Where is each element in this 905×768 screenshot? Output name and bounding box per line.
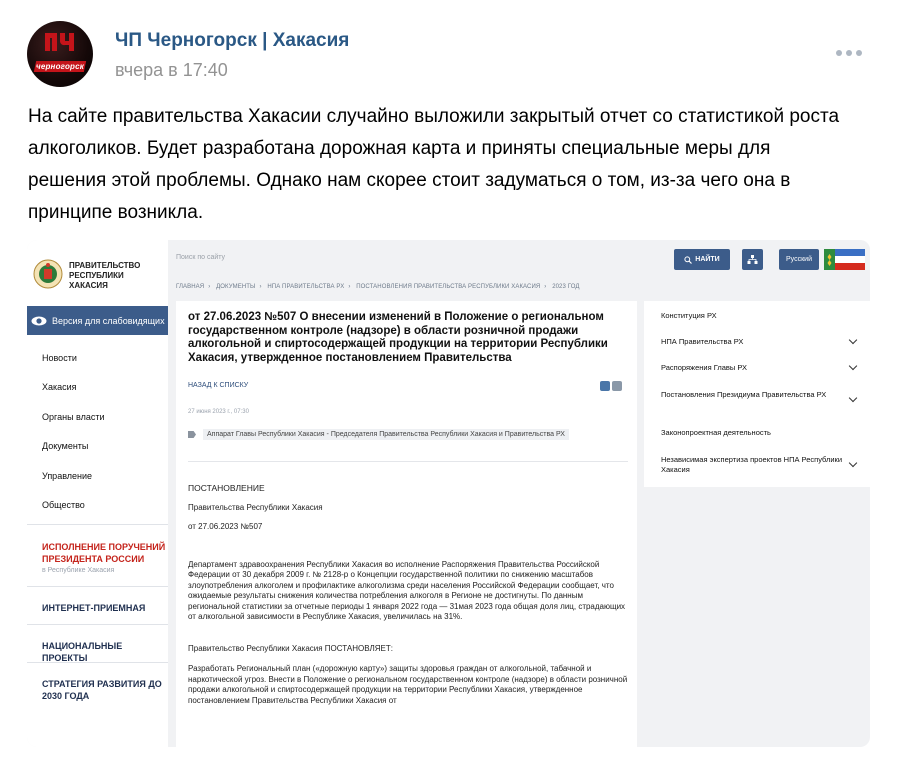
eye-icon [31,316,47,326]
promo-president-orders[interactable]: ИСПОЛНЕНИЕ ПОРУЧЕНИЙ ПРЕЗИДЕНТА РОССИИ в Республике Хакасия [27,524,168,584]
government-name: ПРАВИТЕЛЬСТВО РЕСПУБЛИКИ ХАКАСИЯ [69,261,141,290]
breadcrumb-year[interactable]: 2023 ГОД [552,284,580,290]
breadcrumb-home[interactable]: ГЛАВНАЯ [176,284,205,290]
nav-item-society[interactable]: Общество [42,499,85,510]
low-vision-version-button[interactable] [27,306,168,335]
menu-item-expertise[interactable]: Независимая экспертиза проектов НПА Республики Хакасия [644,455,844,475]
back-to-list-link[interactable]: НАЗАД К СПИСКУ [188,382,249,389]
menu-item-lawmaking[interactable]: Законопроектная деятельность [661,428,771,437]
document-org: Правительства Республики Хакасия [188,502,323,512]
attached-image[interactable] [27,240,870,747]
nav-item-khakassia[interactable]: Хакасия [42,382,77,393]
menu-item-head-orders[interactable]: Распоряжения Главы РХ [644,363,747,373]
document-title: от 27.06.2023 №507 О внесении изменений в Положение о региональном государственном контроле (надзоре) в области розничной продажи алкогольной и спиртосодержащей продукции на территории Республики Хакасия, утвержденное постановлением Правительства [188,311,608,364]
promo-internet-reception[interactable]: ИНТЕРНЕТ-ПРИЕМНАЯ [27,586,168,624]
site-search-input[interactable]: Поиск по сайту [176,254,226,261]
site-sidebar [27,240,168,747]
community-avatar[interactable] [27,21,93,87]
document-paragraph: Департамент здравоохранения Республики Хакасия во исполнение Распоряжения Правительства Российской Федерации от 30 декабря 2009 г. № 2128-р о Концепции государственной политики по снижению масштабов злоупотребления алкоголем и профилактике алкоголизма среди населения Российской Федерации сообщает, что ожидаемые результаты снижения количества потребления алкоголя в Регионе не достигнуты. По данным региональной статистики за отчетные периоды 1 января 2022 года — 31мая 2023 года общая доля лиц, страдающих от алкогольной зависимости в Республике Хакасия, увеличилась на 31%. [188,559,626,621]
menu-item-presidium[interactable]: Постановления Президиума Правительства РХ [644,390,844,400]
document-date: 27 июня 2023 г., 07:30 [188,409,249,415]
nav-item-management[interactable]: Управление [42,470,93,481]
document-tag[interactable]: Аппарат Главы Республики Хакасия - Председателя Правительства Республики Хакасия и Правительства РХ [188,429,569,440]
promo-national-projects[interactable]: НАЦИОНАЛЬНЫЕ ПРОЕКТЫ [27,624,168,662]
site-nav [42,353,105,529]
nav-item-documents[interactable]: Документы [42,441,89,452]
documents-menu [644,301,870,487]
low-vision-label: Версия для слабовидящих [52,315,165,326]
post-text: На сайте правительства Хакасии случайно выложили закрытый отчет со статистикой роста алкоголиков. Будет разработана дорожная карта и приняты специальные меры для решения этой проблемы. Однако нам скорее стоит задуматься о том, из-за чего она в принципе возникла. [28,106,840,223]
chevron-down-icon [849,394,857,402]
avatar-label: черногорск [35,62,85,71]
more-options-icon[interactable] [836,46,864,60]
breadcrumb-npa[interactable]: НПА ПРАВИТЕЛЬСТВА РХ [267,284,345,290]
document-paragraph: Правительство Республики Хакасия ПОСТАНОВЛЯЕТ: [188,643,393,653]
nav-item-authorities[interactable]: Органы власти [42,411,105,422]
coat-of-arms-icon [33,258,63,290]
khakassia-flag-icon [824,249,865,270]
document-card [176,301,637,747]
breadcrumb: ГЛАВНАЯ › ДОКУМЕНТЫ › НПА ПРАВИТЕЛЬСТВА РХ › ПОСТАНОВЛЕНИЯ ПРАВИТЕЛЬСТВА РЕСПУБЛИКИ ХАКАСИЯ › 2023 ГОД [176,284,580,290]
sitemap-icon [742,249,763,270]
vk-share-icon[interactable] [600,381,610,391]
promo-strategy-2030[interactable]: СТРАТЕГИЯ РАЗВИТИЯ ДО 2030 ГОДА [27,662,168,718]
site-topbar [168,240,870,278]
chevron-down-icon [849,336,857,344]
chp-logo-icon [41,31,79,61]
language-select[interactable]: Русский [779,249,819,270]
chevron-down-icon [849,459,857,467]
sitemap-button[interactable] [742,249,763,270]
document-body [188,483,628,706]
document-number: от 27.06.2023 №507 [188,522,263,531]
breadcrumb-documents[interactable]: ДОКУМЕНТЫ [216,284,256,290]
document-paragraph: Разработать Региональный план («дорожную карту») защиты здоровья граждан от алкогольной, табачной и наркотической угроз. Внести в Положение о региональном государственном контроле (надзоре) в области розничной продажи алкогольной и спиртосодержащей продукции на территории Республики Хакасия, утвержденное постановлением Правительства Республики Хакасия от [188,664,628,705]
ok-share-icon[interactable] [612,381,622,391]
share-buttons [600,381,622,391]
chevron-down-icon [849,362,857,370]
search-icon [684,256,692,264]
nav-item-news[interactable]: Новости [42,353,77,363]
breadcrumb-resolutions[interactable]: ПОСТАНОВЛЕНИЯ ПРАВИТЕЛЬСТВА РЕСПУБЛИКИ ХАКАСИЯ [356,284,541,290]
document-heading: ПОСТАНОВЛЕНИЕ [188,483,265,493]
post-author-link[interactable]: ЧП Черногорск | Хакасия [115,30,350,51]
find-button[interactable]: НАЙТИ [674,249,730,270]
post-time[interactable]: вчера в 17:40 [115,60,228,80]
menu-item-npa[interactable]: НПА Правительства РХ [644,337,743,347]
divider [188,461,628,462]
menu-item-constitution[interactable]: Конституция РХ [661,311,717,320]
tag-icon [188,431,196,438]
